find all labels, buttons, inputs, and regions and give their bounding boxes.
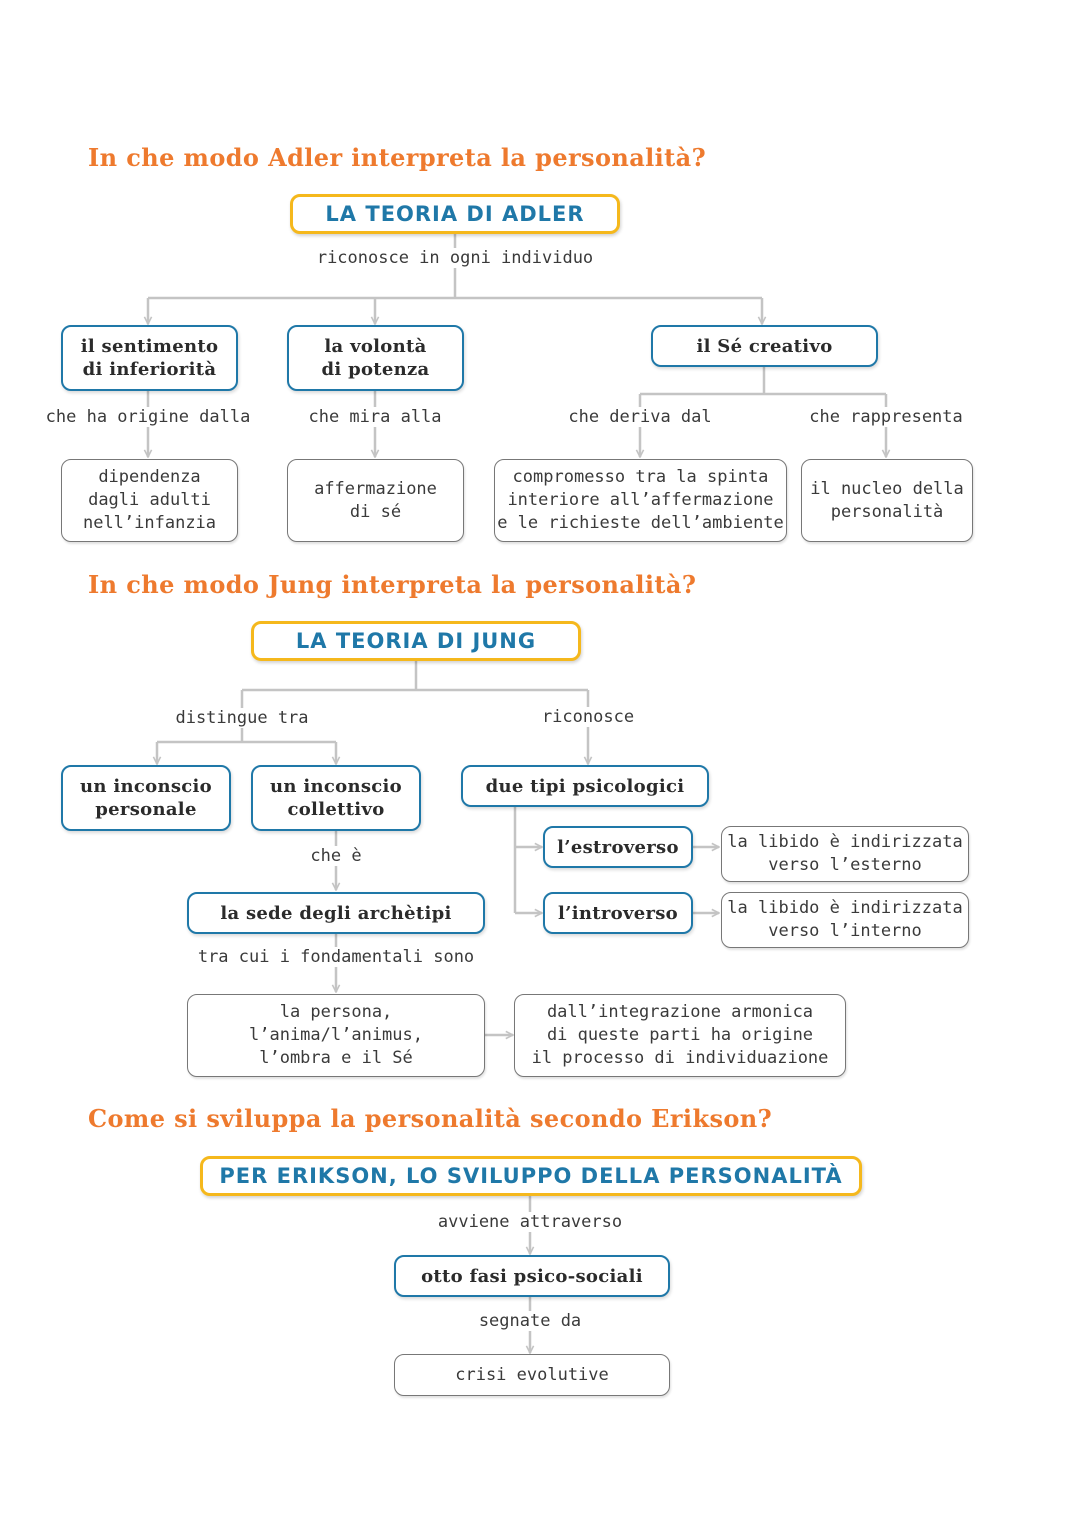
concept-archetypes-seat bbox=[187, 892, 485, 934]
individuation-process-text: dall’integrazione armonica di queste parti ha origine il processo di individuazione bbox=[531, 1002, 829, 1068]
result-dependence-text: dipendenza dagli adulti nell’infanzia bbox=[82, 467, 217, 533]
jung-theory-title bbox=[251, 621, 581, 661]
concept-introvert-text: l’introverso bbox=[558, 902, 678, 924]
concept-inferiority bbox=[61, 325, 238, 391]
adler-theory-title bbox=[290, 194, 620, 234]
result-self-affirmation bbox=[287, 459, 464, 542]
archetypes-link: tra cui i fondamentali sono bbox=[195, 947, 477, 967]
result-evolutionary-crises-text: crisi evolutive bbox=[455, 1364, 609, 1385]
erikson-theory-title bbox=[200, 1156, 862, 1196]
introvert-description-text: la libido è indirizzata verso l’interno bbox=[727, 898, 963, 941]
concept-introvert bbox=[543, 892, 693, 934]
extrovert-description bbox=[721, 826, 969, 882]
concept-extrovert bbox=[543, 826, 693, 868]
concept-creative-self bbox=[651, 325, 878, 367]
erikson-theory-title-text: PER ERIKSON, LO SVILUPPO DELLA PERSONALITÀ bbox=[219, 1164, 843, 1188]
archetypes-list bbox=[187, 994, 485, 1077]
jung-theory-title-text: LA TEORIA DI JUNG bbox=[295, 629, 537, 653]
result-evolutionary-crises bbox=[394, 1354, 670, 1396]
concept-collective-unconscious bbox=[251, 765, 421, 831]
adler-theory-title-text: LA TEORIA DI ADLER bbox=[325, 202, 585, 226]
result-compromise-text: compromesso tra la spinta interiore all’affermazione e le richieste dell’ambiente bbox=[497, 467, 784, 533]
individuation-process bbox=[514, 994, 846, 1077]
concept-personal-unconscious-text: un inconscio personale bbox=[80, 776, 212, 820]
concept-psychological-types-text: due tipi psicologici bbox=[485, 775, 685, 797]
will-to-power-link: che mira alla bbox=[305, 407, 444, 427]
extrovert-description-text: la libido è indirizzata verso l’esterno bbox=[727, 832, 963, 875]
erikson-link-through: avviene attraverso bbox=[435, 1212, 625, 1232]
concept-will-to-power-text: la volontà di potenza bbox=[321, 336, 430, 380]
adler-root-link: riconosce in ogni individuo bbox=[314, 248, 596, 268]
concept-creative-self-text: il Sé creativo bbox=[696, 335, 833, 357]
introvert-description bbox=[721, 892, 969, 948]
jung-link-distinguishes: distingue tra bbox=[172, 708, 311, 728]
erikson-question: Come si sviluppa la personalità secondo Erikson? bbox=[88, 1104, 773, 1133]
concept-psychosocial-phases bbox=[394, 1255, 670, 1297]
result-personality-core-text: il nucleo della personalità bbox=[810, 478, 964, 522]
inferiority-link: che ha origine dalla bbox=[43, 407, 254, 427]
jung-question: In che modo Jung interpreta la personalità? bbox=[88, 570, 697, 599]
archetypes-list-text: la persona, l’anima/l’animus, l’ombra e il Sé bbox=[249, 1002, 423, 1068]
result-personality-core bbox=[801, 459, 973, 542]
collective-link: che è bbox=[307, 846, 364, 866]
result-compromise bbox=[494, 459, 787, 542]
concept-extrovert-text: l’estroverso bbox=[557, 836, 679, 858]
erikson-link-marked-by: segnate da bbox=[476, 1311, 584, 1331]
concept-psychological-types bbox=[461, 765, 709, 807]
creative-self-link-origin: che deriva dal bbox=[565, 407, 714, 427]
jung-link-recognizes: riconosce bbox=[539, 707, 637, 727]
creative-self-link-represents: che rappresenta bbox=[806, 407, 966, 427]
concept-psychosocial-phases-text: otto fasi psico-sociali bbox=[421, 1265, 643, 1287]
concept-archetypes-seat-text: la sede degli archètipi bbox=[220, 902, 452, 924]
adler-question: In che modo Adler interpreta la personalità? bbox=[88, 143, 707, 172]
result-self-affirmation-text: affermazione di sé bbox=[314, 478, 437, 522]
concept-will-to-power bbox=[287, 325, 464, 391]
result-dependence bbox=[61, 459, 238, 542]
concept-inferiority-text: il sentimento di inferiorità bbox=[80, 336, 219, 380]
concept-personal-unconscious bbox=[61, 765, 231, 831]
concept-collective-unconscious-text: un inconscio collettivo bbox=[270, 776, 402, 820]
